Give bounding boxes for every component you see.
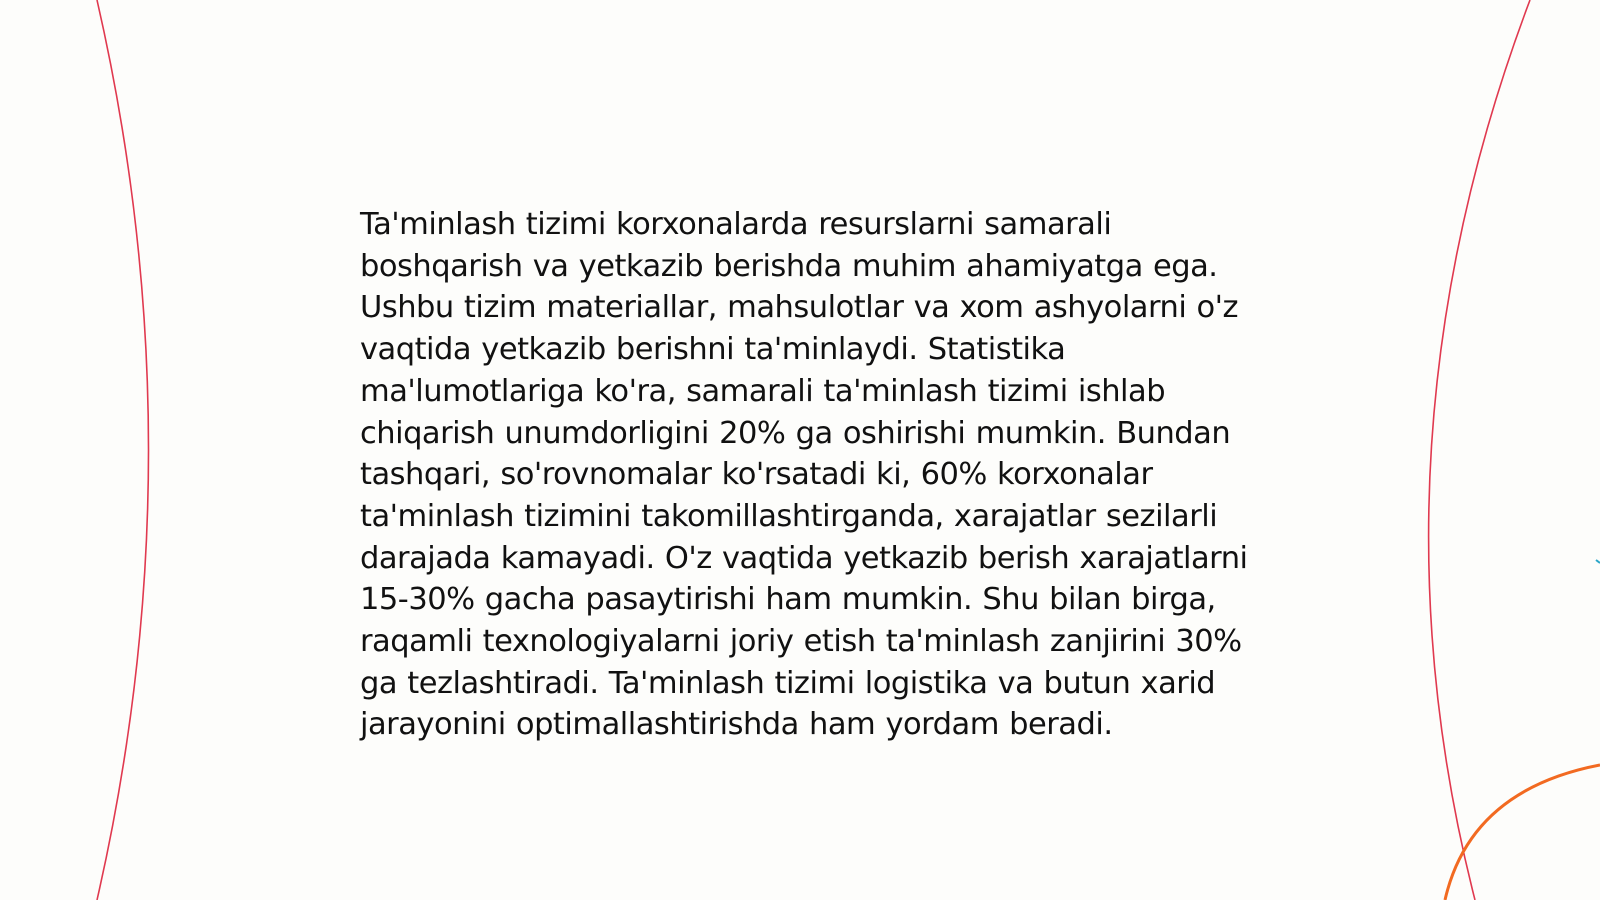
left-red-arc [97,0,149,900]
right-red-arc [1429,0,1530,900]
orange-arc [1445,765,1600,900]
body-paragraph: Ta'minlash tizimi korxonalarda resurslarni samarali boshqarish va yetkazib berishda muhim ahamiyatga ega. Ushbu tizim materiallar, mahsulotlar va xom ashyolarni o'z vaqtida yetkazib berishni ta'minlaydi. Statistika ma'lumotlariga ko'ra, samarali ta'minlash tizimi ishlab chiqarish unumdorligini 20% ga oshirishi mumkin. Bundan tashqari, so'rovnomalar ko'rsatadi ki, 60% korxonalar ta'minlash tizimini takomillashtirganda, xarajatlar sezilarli darajada kamayadi. O'z vaqtida yetkazib berish xarajatlarni 15-30% gacha pasaytirishi ham mumkin. Shu bilan birga, raqamli texnologiyalarni joriy etish ta'minlash zanjirini 30% ga tezlashtiradi. Ta'minlash tizimi logistika va butun xarid jarayonini optimallashtirishda ham yordam beradi. [360,207,1248,743]
teal-accent-mark [1596,560,1600,563]
